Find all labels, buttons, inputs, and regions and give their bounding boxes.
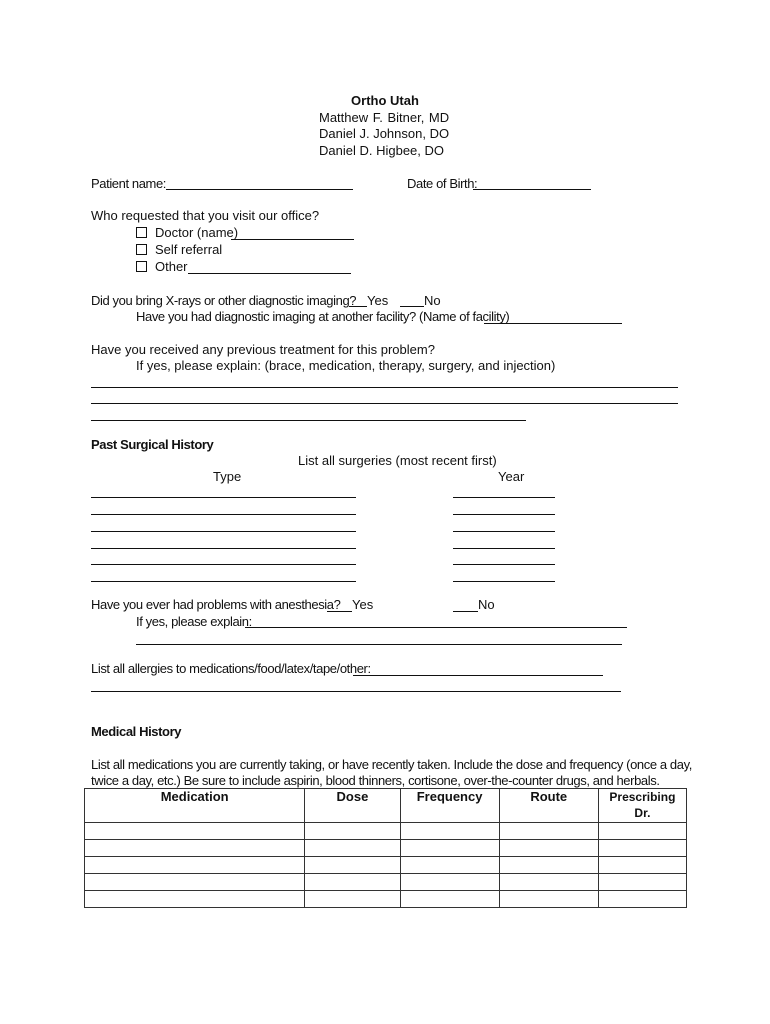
referral-option-label: Doctor (name) [155, 225, 239, 240]
referral-option-self[interactable] [136, 242, 222, 258]
table-cell[interactable] [85, 891, 305, 908]
treatment-explain-label: If yes, please explain: (brace, medication, therapy, surgery, and injection) [136, 358, 556, 373]
table-cell[interactable] [400, 874, 499, 891]
treatment-question: Have you received any previous treatment for this problem? [91, 342, 435, 357]
route-column-header: Route [499, 789, 598, 823]
surgery-type-line[interactable] [91, 564, 356, 565]
table-cell[interactable] [305, 840, 400, 857]
imaging-no-blank[interactable] [400, 306, 424, 307]
medical-heading: Medical History [91, 724, 182, 739]
table-cell[interactable] [305, 823, 400, 840]
surgery-year-line[interactable] [453, 497, 555, 498]
table-cell[interactable] [305, 857, 400, 874]
surgery-type-line[interactable] [91, 497, 356, 498]
table-row [85, 840, 687, 857]
allergies-label: List all allergies to medications/food/latex/tape/other: [91, 661, 371, 676]
anesthesia-no-blank[interactable] [453, 611, 478, 612]
doctor-2: Daniel J. Johnson, DO [319, 126, 450, 141]
table-cell[interactable] [499, 823, 598, 840]
table-cell[interactable] [400, 891, 499, 908]
table-cell[interactable] [598, 840, 686, 857]
table-cell[interactable] [499, 891, 598, 908]
treatment-explain-line-1[interactable] [91, 387, 678, 388]
table-cell[interactable] [85, 857, 305, 874]
dob-field[interactable] [473, 189, 591, 190]
prescribing-label: Prescribing [609, 790, 676, 804]
table-row [85, 857, 687, 874]
imaging-no-label: No [424, 293, 441, 308]
dr-label: Dr. [634, 806, 651, 820]
table-cell[interactable] [400, 840, 499, 857]
checkbox-icon[interactable] [136, 261, 147, 272]
surgical-heading: Past Surgical History [91, 437, 214, 452]
anesthesia-no-label: No [478, 597, 495, 612]
table-cell[interactable] [499, 840, 598, 857]
surgery-year-line[interactable] [453, 548, 555, 549]
referral-option-label: Other [155, 259, 188, 274]
anesthesia-question: Have you ever had problems with anesthesia? [91, 597, 341, 612]
patient-name-label: Patient name: [91, 176, 167, 191]
treatment-explain-line-2[interactable] [91, 403, 678, 404]
table-cell[interactable] [400, 857, 499, 874]
imaging-question: Did you bring X-rays or other diagnostic imaging? [91, 293, 357, 308]
frequency-column-header: Frequency [400, 789, 499, 823]
surgery-year-line[interactable] [453, 581, 555, 582]
dose-column-header: Dose [305, 789, 400, 823]
surgical-instruction: List all surgeries (most recent first) [298, 453, 497, 468]
prescribing-dr-column-header [598, 789, 686, 823]
anesthesia-explain-line-2[interactable] [136, 644, 622, 645]
table-row [85, 891, 687, 908]
surgery-type-line[interactable] [91, 548, 356, 549]
medical-instruction-1: List all medications you are currently taking, or have recently taken. Include the dose and frequency (once a day, [91, 757, 692, 772]
table-row [85, 823, 687, 840]
table-cell[interactable] [499, 857, 598, 874]
table-cell[interactable] [598, 823, 686, 840]
table-cell[interactable] [85, 874, 305, 891]
facility-name-field[interactable] [484, 323, 622, 324]
allergies-line-2[interactable] [91, 691, 621, 692]
doctor-name-field[interactable] [231, 239, 354, 240]
referral-option-other[interactable] [136, 259, 188, 275]
surgery-type-header: Type [213, 469, 242, 484]
treatment-explain-line-3[interactable] [91, 420, 526, 421]
patient-name-field[interactable] [166, 189, 353, 190]
table-cell[interactable] [400, 823, 499, 840]
doctor-1: Matthew F. Bitner, MD [319, 110, 450, 125]
surgery-type-line[interactable] [91, 531, 356, 532]
medication-column-header: Medication [85, 789, 305, 823]
medical-instruction-2: twice a day, etc.) Be sure to include aspirin, blood thinners, cortisone, over-the-counter drugs, and herbals. [91, 773, 660, 788]
referral-option-label: Self referral [155, 242, 223, 257]
table-cell[interactable] [499, 874, 598, 891]
referral-option-doctor[interactable] [136, 225, 238, 241]
table-cell[interactable] [598, 874, 686, 891]
medications-table [84, 788, 687, 908]
surgery-year-header: Year [498, 469, 525, 484]
table-cell[interactable] [598, 857, 686, 874]
allergies-line-1[interactable] [353, 675, 603, 676]
anesthesia-explain-label: If yes, please explain: [136, 614, 252, 629]
referral-question: Who requested that you visit our office? [91, 208, 320, 223]
surgery-year-line[interactable] [453, 564, 555, 565]
table-cell[interactable] [85, 823, 305, 840]
checkbox-icon[interactable] [136, 227, 147, 238]
table-header-row [85, 789, 687, 823]
anesthesia-explain-line-1[interactable] [245, 627, 627, 628]
table-cell[interactable] [598, 891, 686, 908]
surgery-year-line[interactable] [453, 514, 555, 515]
practice-name: Ortho Utah [351, 93, 419, 108]
surgery-year-line[interactable] [453, 531, 555, 532]
anesthesia-yes-blank[interactable] [327, 611, 352, 612]
doctor-3: Daniel D. Higbee, DO [319, 143, 444, 158]
other-referral-field[interactable] [188, 273, 351, 274]
table-cell[interactable] [305, 874, 400, 891]
surgery-type-line[interactable] [91, 514, 356, 515]
imaging-yes-blank[interactable] [349, 306, 367, 307]
anesthesia-yes-label: Yes [352, 597, 374, 612]
table-cell[interactable] [85, 840, 305, 857]
table-row [85, 874, 687, 891]
table-cell[interactable] [305, 891, 400, 908]
dob-label: Date of Birth: [407, 176, 478, 191]
imaging-yes-label: Yes [367, 293, 389, 308]
checkbox-icon[interactable] [136, 244, 147, 255]
surgery-type-line[interactable] [91, 581, 356, 582]
facility-question: Have you had diagnostic imaging at another facility? (Name of facility) [136, 309, 510, 324]
